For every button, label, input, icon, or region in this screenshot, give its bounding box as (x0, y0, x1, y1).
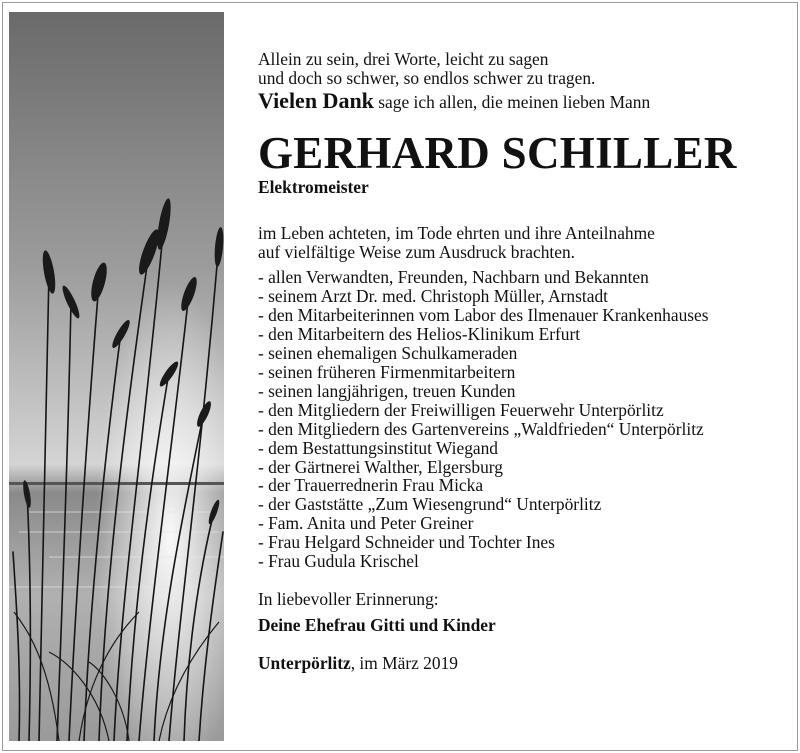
list-item: - dem Bestattungsinstitut Wiegand (258, 437, 499, 458)
verse-line: und doch so schwer, so endlos schwer zu tragen. (258, 67, 596, 88)
list-item: - den Mitgliedern des Gartenvereins „Waldfrieden“ Unterpörlitz (258, 418, 704, 439)
thanks-text: sage ich allen, die meinen lieben Mann (373, 91, 651, 112)
verse (258, 50, 778, 88)
thanks-heading: Vielen Dank (258, 87, 374, 113)
thanks-line (258, 87, 778, 113)
list-item: - seinen ehemaligen Schulkameraden (258, 343, 518, 364)
list-item: - der Gärtnerei Walther, Elgersburg (258, 456, 503, 477)
list-item: - seinem Arzt Dr. med. Christoph Müller, Arnstadt (258, 286, 608, 307)
list-item: - Frau Gudula Krischel (258, 551, 419, 572)
recipients-list (258, 268, 778, 571)
list-item: - den Mitgliedern der Freiwilligen Feuerwehr Unterpörlitz (258, 399, 664, 420)
family-signature: Deine Ehefrau Gitti und Kinder (258, 614, 496, 635)
list-item: - seinen früheren Firmenmitarbeitern (258, 361, 516, 382)
place-date-text: , im März 2019 (350, 652, 458, 673)
deceased-profession: Elektromeister (258, 176, 369, 197)
place-town: Unterpörlitz (258, 652, 351, 673)
list-item: - Fam. Anita und Peter Greiner (258, 513, 474, 534)
list-item: - seinen langjährigen, treuen Kunden (258, 380, 516, 401)
deceased-name: GERHARD SCHILLER (258, 127, 737, 178)
intro-text (258, 224, 778, 262)
list-item: - den Mitarbeiterinnen vom Labor des Ilmenauer Krankenhauses (258, 305, 709, 326)
closing-line: In liebevoller Erinnerung: (258, 588, 439, 609)
intro-line: im Leben achteten, im Tode ehrten und ihre Anteilnahme (258, 222, 655, 243)
reeds-photo-icon (9, 12, 224, 741)
list-item: - Frau Helgard Schneider und Tochter Ines (258, 532, 555, 553)
intro-line: auf vielfältige Weise zum Ausdruck brachten. (258, 241, 575, 262)
notice-text (258, 50, 778, 673)
list-item: - der Gaststätte „Zum Wiesengrund“ Unterpörlitz (258, 494, 602, 515)
place-date (258, 654, 778, 673)
reeds-lake-photo (9, 12, 224, 741)
list-item: - den Mitarbeitern des Helios-Klinikum Erfurt (258, 324, 581, 345)
list-item: - allen Verwandten, Freunden, Nachbarn und Bekannten (258, 267, 649, 288)
list-item: - der Trauerrednerin Frau Micka (258, 475, 484, 496)
verse-line: Allein zu sein, drei Worte, leicht zu sagen (258, 49, 549, 69)
